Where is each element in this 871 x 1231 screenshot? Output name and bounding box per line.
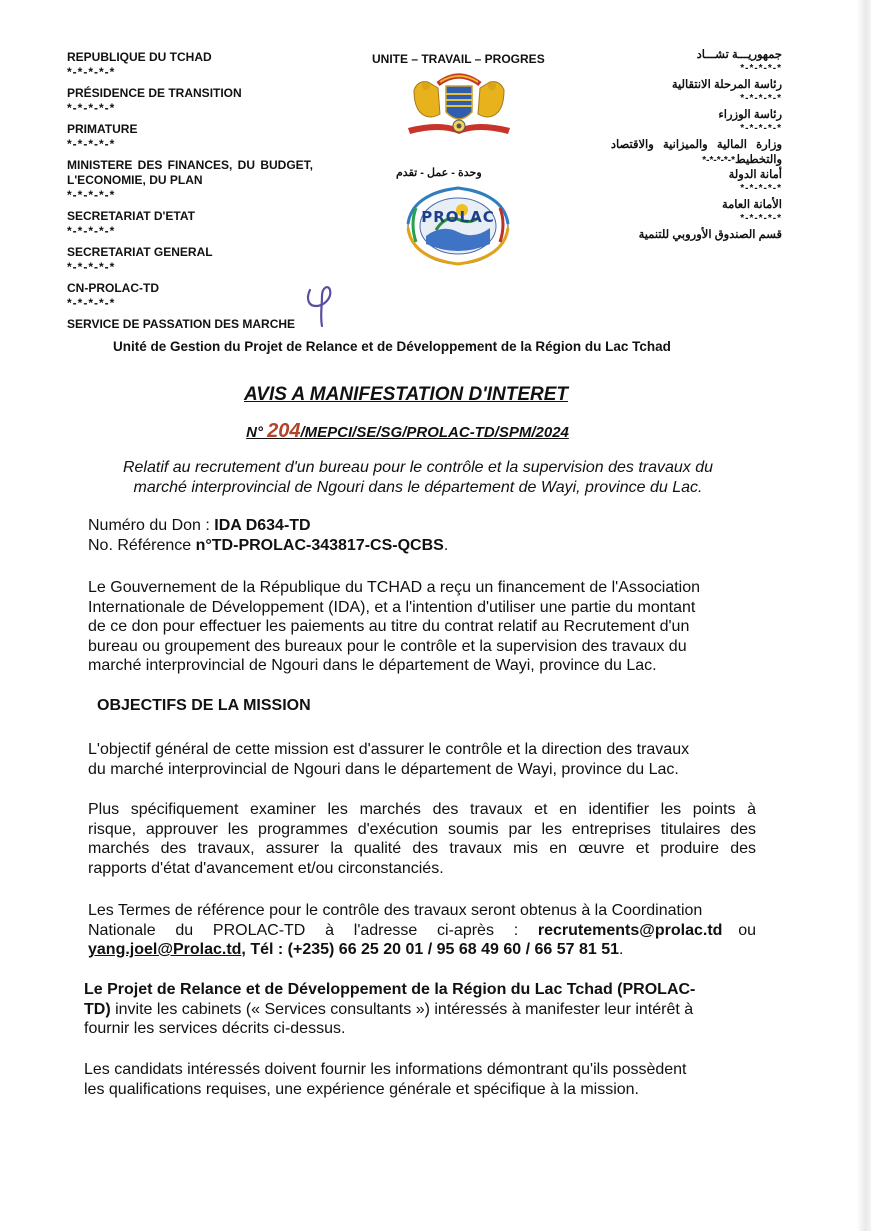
paragraph-specific-objectives (88, 800, 756, 878)
para4-line-2-text: Nationale du PROLAC-TD à l'adresse ci-après : (88, 921, 538, 939)
separator-stars: *-*-*-*-* (740, 183, 782, 194)
para5-line-2-bold: TD) (84, 1000, 111, 1018)
paragraph-candidates (84, 1060, 756, 1099)
separator-stars: *-*-*-*-* (740, 213, 782, 224)
header-left-line-2: PRÉSIDENCE DE TRANSITION (67, 86, 242, 100)
header-right-line-5: أمانة الدولة (728, 169, 782, 181)
para4-line-1: Les Termes de référence pour le contrôle des travaux seront obtenus à la Coordination (88, 902, 703, 919)
document-reference-number (0, 420, 815, 443)
subtitle-line-2: marché interprovincial de Ngouri dans le département de Wayi, province du Lac. (133, 479, 703, 496)
email-recrutements[interactable]: recrutements@prolac.td (537, 921, 723, 939)
para3-line-4: rapports d'état d'avancement et/ou circonstanciés. (88, 859, 444, 877)
paragraph-terms-of-reference (88, 901, 756, 960)
prolac-logo (402, 184, 514, 268)
section-heading-objectives: OBJECTIFS DE LA MISSION (97, 697, 311, 714)
header-right-line-4a: وزارة المالية والميزانية والاقتصاد (610, 139, 782, 151)
ref-prefix: N° (246, 424, 263, 441)
grant-info (88, 516, 448, 555)
header-left-line-8: SERVICE DE PASSATION DES MARCHE (67, 317, 296, 331)
reference-end: . (443, 536, 449, 554)
coat-of-arms-emblem (400, 68, 518, 140)
subtitle-line-1: Relatif au recrutement d'un bureau pour le contrôle et la supervision des travaux du (122, 459, 714, 476)
header-right-line-4b (560, 153, 782, 168)
handwritten-signature (300, 282, 350, 332)
header-left-line-1: REPUBLIQUE DU TCHAD (67, 50, 212, 64)
paragraph-financing (88, 578, 756, 676)
separator-stars: *-*-*-*-* (740, 93, 782, 104)
para1-line-1: Le Gouvernement de la République du TCHAD a reçu un financement de l'Association (88, 579, 701, 596)
para6-line-1: Les candidats intéressés doivent fournir les informations démontrant qu'ils possèdent (84, 1061, 687, 1078)
separator-stars: *-*-*-*-* (740, 123, 782, 134)
reference-value: n°TD-PROLAC-343817-CS-QCBS (195, 536, 444, 554)
header-left-line-5: SECRETARIAT D'ETAT (67, 209, 195, 223)
header-left-line-3: PRIMATURE (67, 122, 138, 136)
phone-numbers: , Tél : (+235) 66 25 20 01 / 95 68 49 60 / 66 57 81 51 (241, 941, 620, 958)
header-right-line-2: رئاسة المرحلة الانتقالية (671, 79, 782, 91)
paragraph-general-objective (88, 740, 756, 779)
ref-suffix: /MEPCI/SE/SG/PROLAC-TD/SPM/2024 (300, 424, 569, 441)
para1-line-2: Internationale de Développement (IDA), et a l'intention d'utiliser une partie du montant (88, 598, 696, 616)
email-yang-joel[interactable]: yang.joel@Prolac.td (88, 941, 242, 958)
grant-number-label: Numéro du Don : (88, 517, 215, 534)
management-unit-line: Unité de Gestion du Projet de Relance et de Développement de la Région du Lac Tchad (113, 339, 671, 354)
document-title: AVIS A MANIFESTATION D'INTERET (244, 384, 568, 405)
para4-line-3 (88, 940, 756, 960)
para4-end: . (619, 941, 624, 958)
para3-line-3: marchés des travaux, assurer la qualité des travaux mis en œuvre et produire des (88, 840, 756, 857)
header-left-line-4a: MINISTERE DES FINANCES, DU BUDGET, (67, 158, 314, 172)
document-subtitle (60, 458, 776, 498)
separator-stars-inline: *-*-*-*-* (702, 155, 736, 166)
para5-line-1: Le Projet de Relance et de Développement de la Région du Lac Tchad (PROLAC- (84, 981, 696, 998)
para2-line-1: L'objectif général de cette mission est d'assurer le contrôle et la direction des travaux (88, 741, 690, 758)
header-right-line-4b-text: والتخطيط (735, 154, 782, 166)
header-left-line-7: CN-PROLAC-TD (67, 281, 159, 295)
header-left-line-6: SECRETARIAT GENERAL (67, 245, 213, 259)
header-right-line-6: الأمانة العامة (721, 199, 782, 211)
header-left-line-4b: L'ECONOMIE, DU PLAN (67, 173, 203, 187)
header-right-line-7: قسم الصندوق الأوروبي للتنمية (638, 229, 782, 241)
reference-label: No. Référence (88, 536, 196, 554)
para1-line-3: de ce don pour effectuer les paiements au titre du contrat relatif au Recrutement d'un (88, 618, 690, 635)
prolac-logo-text: PROLAC (421, 208, 495, 226)
para5-line-2 (84, 1000, 756, 1020)
national-motto-arabic: وحدة - عمل - تقدم (396, 167, 482, 179)
grant-number-line (88, 516, 448, 536)
separator-stars: *-*-*-*-* (67, 188, 116, 202)
para6-line-2: les qualifications requises, une expérience générale et spécifique à la mission. (84, 1080, 639, 1098)
para4-or: ou (722, 921, 757, 939)
separator-stars: *-*-*-*-* (67, 224, 116, 238)
separator-stars: *-*-*-*-* (67, 101, 116, 115)
separator-stars: *-*-*-*-* (67, 260, 116, 274)
reference-line (88, 536, 448, 556)
separator-stars: *-*-*-*-* (740, 63, 782, 74)
para3-line-2: risque, approuver les programmes d'exécution soumis par les entreprises titulaires des (88, 820, 756, 838)
grant-number-value: IDA D634-TD (214, 517, 311, 534)
ref-number-handwritten: 204 (267, 420, 301, 442)
para2-line-2: du marché interprovincial de Ngouri dans le département de Wayi, province du Lac. (88, 760, 679, 778)
para5-line-3: fournir les services décrits ci-dessus. (84, 1020, 346, 1037)
header-right-line-1: جمهوريـــة تشـــاد (696, 49, 782, 61)
para3-line-1: Plus spécifiquement examiner les marchés des travaux et en identifier les points à (88, 801, 756, 818)
separator-stars: *-*-*-*-* (67, 65, 116, 79)
para1-line-5: marché interprovincial de Ngouri dans le département de Wayi, province du Lac. (88, 657, 657, 674)
para1-line-4: bureau ou groupement des bureaux pour le contrôle et la supervision des travaux du (88, 637, 687, 655)
separator-stars: *-*-*-*-* (67, 296, 116, 310)
page-edge-shadow (857, 0, 871, 1231)
para5-line-2-rest: invite les cabinets (« Services consultants ») intéressés à manifester leur intérêt à (110, 1000, 694, 1018)
para4-line-2 (88, 921, 756, 941)
header-right (560, 48, 782, 243)
separator-stars: *-*-*-*-* (67, 137, 116, 151)
header-right-line-3: رئاسة الوزراء (718, 109, 782, 121)
paragraph-invitation (84, 980, 756, 1039)
national-motto: UNITE – TRAVAIL – PROGRES (372, 52, 545, 66)
